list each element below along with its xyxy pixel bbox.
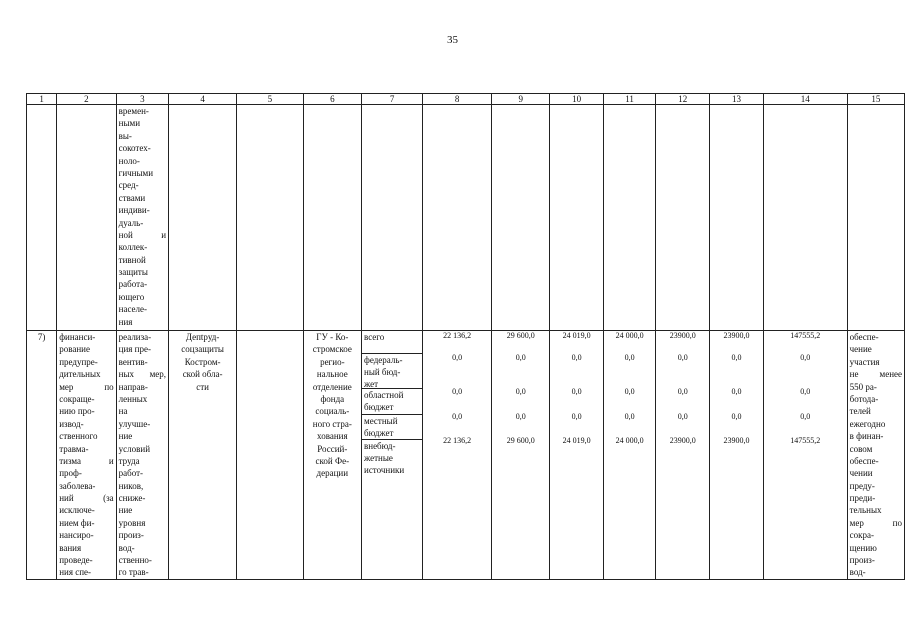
- funding-source-line: внебюд-: [364, 441, 396, 451]
- text-line: рование: [59, 344, 90, 355]
- text-line: ние: [118, 505, 133, 516]
- text-line: защиты: [118, 267, 148, 278]
- amount-value: 0,0: [624, 387, 635, 396]
- text-line: го трав-: [118, 567, 149, 578]
- text-line: вания: [59, 542, 82, 553]
- program-table: [26, 93, 905, 580]
- header-col-4: 4: [169, 94, 237, 105]
- continuation-col3: [116, 105, 168, 331]
- text-line: стромское: [312, 344, 352, 355]
- text-line: ленных: [118, 393, 148, 404]
- text-line: ние: [118, 431, 133, 442]
- header-col-3: 3: [116, 94, 168, 105]
- text-line: тельных: [849, 505, 882, 516]
- text-line: сокотех-: [118, 143, 151, 154]
- text-line: щению: [849, 542, 877, 553]
- funding-source-line: ный бюд-: [364, 367, 401, 377]
- text-line: ющего: [118, 291, 145, 302]
- amount-value: 147555,2: [790, 436, 821, 445]
- text-line: нальное: [316, 369, 348, 380]
- text-line: обеспе-: [849, 455, 879, 466]
- text-line: ственного: [59, 431, 98, 442]
- text-line: хования: [317, 431, 348, 442]
- text-line: уровня: [118, 517, 146, 528]
- amount-value: 23900,0: [723, 436, 750, 445]
- amount-value: 0,0: [731, 353, 742, 362]
- text-line: 550 ра-: [849, 381, 877, 392]
- text-line: преду-: [849, 480, 875, 491]
- amount-value: 0,0: [624, 353, 635, 362]
- text-line: гичными: [118, 167, 154, 178]
- funding-source: [362, 415, 422, 440]
- text-line: проф-: [59, 468, 82, 479]
- text-line: заболева-: [59, 480, 96, 491]
- text-line: коллек-: [118, 242, 148, 253]
- header-col-9: 9: [492, 94, 550, 105]
- text-line: дуаль-: [118, 217, 144, 228]
- text-line: фонда: [320, 394, 345, 405]
- amount-value: 23900,0: [669, 331, 696, 340]
- text-line: реализа-: [118, 332, 152, 342]
- row7-col5-empty: [237, 331, 303, 580]
- amount-value: 0,0: [571, 387, 582, 396]
- text-line: сред-: [118, 180, 139, 191]
- header-col-10: 10: [550, 94, 603, 105]
- header-col-11: 11: [603, 94, 656, 105]
- amount-value: 24 000,0: [615, 436, 644, 445]
- text-line: обеспе-: [849, 332, 879, 342]
- row7-number: 7): [27, 331, 57, 580]
- text-line: совом: [849, 443, 873, 454]
- text-line: труда: [118, 455, 140, 466]
- text-line: ботода-: [849, 393, 879, 404]
- text-line: мер по: [59, 381, 114, 392]
- text-line: работа-: [118, 279, 148, 290]
- funding-source-line: бюджет: [364, 428, 394, 438]
- row7-col9: [492, 331, 550, 580]
- funding-source-line: бюджет: [364, 402, 394, 412]
- text-line: регио-: [320, 356, 345, 367]
- funding-source-line: источники: [364, 465, 405, 475]
- text-line: сокраще-: [59, 393, 95, 404]
- text-line: финанси-: [59, 332, 96, 342]
- text-line: вы-: [118, 130, 132, 141]
- row7-sources: [362, 331, 423, 580]
- text-line: соцзащиты: [181, 344, 224, 355]
- text-line: ной и: [118, 229, 167, 240]
- text-line: чение: [849, 344, 872, 355]
- amount-value: 24 019,0: [562, 331, 591, 340]
- funding-source-line: областной: [364, 390, 404, 400]
- text-line: нансиро-: [59, 530, 94, 541]
- text-line: ежегодно: [849, 418, 886, 429]
- text-line: отделение: [312, 381, 352, 392]
- amount-value: 23900,0: [723, 331, 750, 340]
- amount-value: 147555,2: [790, 331, 821, 340]
- text-line: дерации: [316, 468, 349, 479]
- amount-value: 0,0: [800, 353, 811, 362]
- amount-value: 0,0: [452, 412, 463, 421]
- text-line: индиви-: [118, 205, 150, 216]
- amount-value: 0,0: [571, 353, 582, 362]
- text-line: Депtруд-: [185, 332, 220, 342]
- amount-value: 0,0: [624, 412, 635, 421]
- text-line: участия: [849, 356, 880, 367]
- text-line: тизма и: [59, 455, 114, 466]
- amount-value: 0,0: [800, 412, 811, 421]
- amount-value: 22 136,2: [443, 331, 472, 340]
- text-line: не менее: [849, 369, 902, 380]
- text-line: ников,: [118, 480, 144, 491]
- text-line: проведе-: [59, 555, 93, 566]
- row7-col14: [763, 331, 847, 580]
- text-line: чении: [849, 468, 873, 479]
- header-col-1: 1: [27, 94, 57, 105]
- amount-value: 0,0: [515, 353, 526, 362]
- text-line: предупре-: [59, 356, 98, 367]
- amount-value: 24 000,0: [615, 331, 644, 340]
- amount-value: 0,0: [731, 412, 742, 421]
- row7-col15-text: [847, 331, 904, 580]
- text-line: ской обла-: [182, 369, 223, 380]
- funding-sources-stack: [362, 331, 422, 475]
- text-line: вод-: [118, 542, 135, 553]
- row7-col13: [710, 331, 764, 580]
- row7-col3-text: [116, 331, 168, 580]
- header-col-14: 14: [763, 94, 847, 105]
- text-line: направ-: [118, 381, 148, 392]
- text-line: нию про-: [59, 406, 95, 417]
- text-line: времен-: [118, 106, 149, 116]
- text-line: ных мер,: [118, 369, 167, 380]
- header-col-6: 6: [303, 94, 361, 105]
- amount-value: 0,0: [731, 387, 742, 396]
- amount-value: 29 600,0: [506, 331, 535, 340]
- page-number: 35: [447, 34, 458, 46]
- funding-source: [362, 354, 422, 389]
- text-line: вентив-: [118, 356, 148, 367]
- row7-col6-text: [303, 331, 361, 580]
- text-line: дительных: [59, 369, 101, 380]
- amount-value: 0,0: [515, 412, 526, 421]
- header-col-13: 13: [710, 94, 764, 105]
- amount-value: 22 136,2: [443, 436, 472, 445]
- text-line: произ-: [118, 530, 144, 541]
- text-line: преди-: [849, 493, 876, 504]
- row7-col4-text: [169, 331, 237, 580]
- text-line: нием фи-: [59, 517, 95, 528]
- text-line: ного стра-: [312, 418, 352, 429]
- text-line: работ-: [118, 468, 144, 479]
- funding-source-line: всего: [364, 332, 385, 342]
- text-line: условий: [118, 443, 151, 454]
- column-number-row: [27, 94, 905, 105]
- text-line: ний (за: [59, 493, 114, 504]
- amount-value: 0,0: [452, 387, 463, 396]
- amount-value: 0,0: [800, 387, 811, 396]
- amount-value: 0,0: [452, 353, 463, 362]
- text-line: ция пре-: [118, 344, 151, 355]
- continuation-row: [27, 105, 905, 331]
- text-line: ния: [118, 316, 133, 327]
- text-line: ния спе-: [59, 567, 92, 578]
- row7-col12: [656, 331, 710, 580]
- amount-value: 24 019,0: [562, 436, 591, 445]
- text-line: произ-: [849, 555, 875, 566]
- text-line: ственно-: [118, 555, 152, 566]
- funding-source-line: федераль-: [364, 355, 403, 365]
- text-line: ными: [118, 118, 141, 129]
- text-line: ГУ - Ко-: [316, 332, 349, 342]
- text-line: сти: [196, 381, 209, 392]
- text-line: социаль-: [315, 406, 350, 417]
- text-line: ской Фе-: [315, 456, 350, 467]
- funding-source: [362, 331, 422, 354]
- amount-value: 0,0: [677, 412, 688, 421]
- amount-value: 29 600,0: [506, 436, 535, 445]
- text-line: Костром-: [184, 356, 221, 367]
- text-line: тивной: [118, 254, 146, 265]
- text-line: на: [118, 406, 128, 417]
- header-col-15: 15: [847, 94, 904, 105]
- header-col-7: 7: [362, 94, 423, 105]
- text-line: ноло-: [118, 155, 140, 166]
- text-line: мер по: [849, 517, 902, 528]
- row7-col2-text: [57, 331, 116, 580]
- amount-value: 0,0: [677, 387, 688, 396]
- amount-value: 0,0: [515, 387, 526, 396]
- text-line: вод-: [849, 567, 866, 578]
- text-line: извод-: [59, 418, 84, 429]
- text-line: исключе-: [59, 505, 95, 516]
- header-col-12: 12: [656, 94, 710, 105]
- text-line: улучше-: [118, 418, 151, 429]
- text-line: ствами: [118, 192, 146, 203]
- text-line: в финан-: [849, 431, 884, 442]
- row7-col10: [550, 331, 603, 580]
- text-line: населе-: [118, 304, 148, 315]
- row7-col8: [423, 331, 492, 580]
- amount-value: 0,0: [571, 412, 582, 421]
- header-col-2: 2: [57, 94, 116, 105]
- amount-value: 23900,0: [669, 436, 696, 445]
- text-line: сниже-: [118, 493, 146, 504]
- row-7: [27, 331, 905, 580]
- text-line: травма-: [59, 443, 89, 454]
- row7-col11: [603, 331, 656, 580]
- header-col-8: 8: [423, 94, 492, 105]
- text-line: сокра-: [849, 530, 874, 541]
- text-line: телей: [849, 406, 871, 417]
- funding-source-line: жетные: [364, 453, 393, 463]
- funding-source: [362, 389, 422, 415]
- funding-source-line: жет: [364, 379, 379, 389]
- funding-source: [362, 440, 422, 475]
- amount-value: 0,0: [677, 353, 688, 362]
- funding-source-line: местный: [364, 416, 398, 426]
- text-line: Россий-: [317, 443, 348, 454]
- header-col-5: 5: [237, 94, 303, 105]
